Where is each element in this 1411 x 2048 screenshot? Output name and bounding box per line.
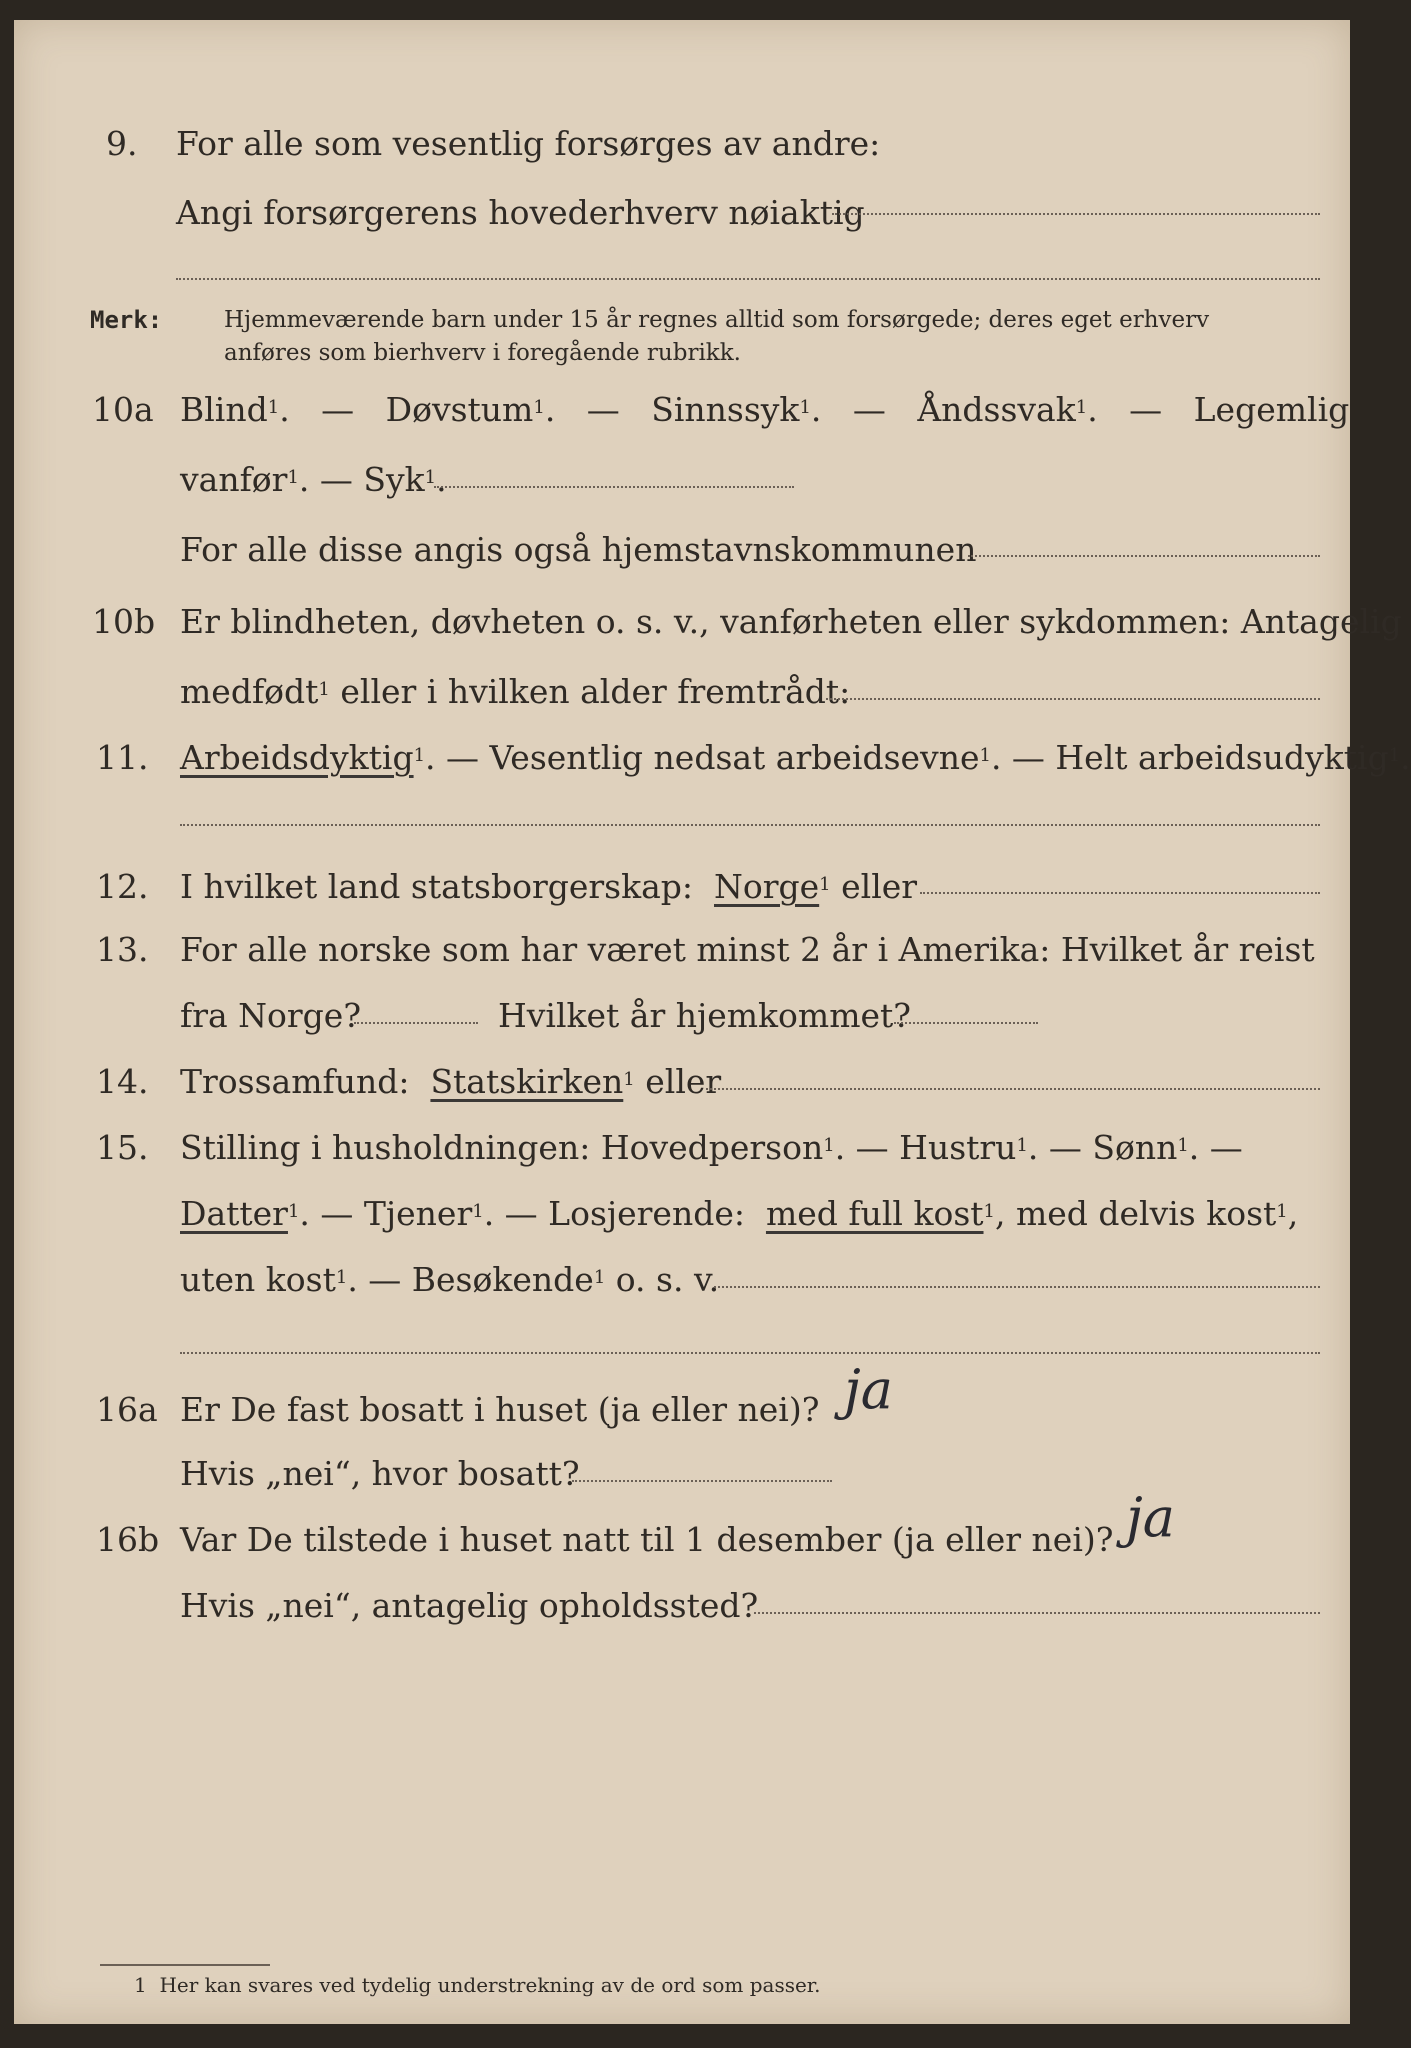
q16b-answer-line	[754, 1612, 1320, 1614]
q16b-line2: Hvis „nei“, antagelig opholdssted?	[180, 1586, 759, 1625]
footnote-rule	[100, 1964, 270, 1966]
q11-answer-line	[180, 824, 1320, 826]
option-hovedperson: Stilling i husholdningen: Hovedperson	[180, 1128, 824, 1167]
option-nedsat: . — Vesentlig nedsat arbeidsevne	[425, 738, 980, 777]
option-udyktig: . — Helt arbeidsudyktig	[990, 738, 1389, 777]
q15-line1: Stilling i husholdningen: Hovedperson$^1$. — Hustru$^1$. — Sønn$^1$. —	[180, 1128, 1243, 1167]
option-andssvak: Åndssvak	[917, 390, 1076, 429]
q12-number: 12.	[96, 867, 149, 906]
q16b-number: 16b	[96, 1520, 160, 1559]
option-norge: Norge	[714, 867, 820, 906]
option-sinnssyk: Sinnssyk	[651, 390, 800, 429]
q9-answer-line	[832, 213, 1320, 215]
option-datter: Datter	[180, 1194, 288, 1233]
option-arbeidsdyktig: Arbeidsdyktig	[180, 738, 414, 777]
q15-answer-line	[714, 1286, 1320, 1288]
q15-answer-line-2	[180, 1352, 1320, 1354]
q10b-line2: medfødt$^1$ eller i hvilken alder fremtrådt:	[180, 672, 851, 711]
q13-hjemkommet-line	[894, 1022, 1038, 1024]
merk-line2: anføres som bierhverv i foregående rubrikk.	[224, 340, 741, 366]
q14-number: 14.	[96, 1062, 149, 1101]
q10a-line3: For alle disse angis også hjemstavnskommunen	[180, 530, 977, 569]
option-hustru: . — Hustru	[834, 1128, 1017, 1167]
q13-fra: fra Norge?	[180, 996, 362, 1035]
option-legemlig: Legemlig	[1193, 390, 1350, 429]
footnote-mark: 1	[134, 1973, 147, 1997]
option-blind: Blind	[180, 390, 268, 429]
q14-line: Trossamfund: Statskirken$^1$ eller	[180, 1062, 722, 1101]
option-syk: Syk	[363, 460, 425, 499]
q16a-handwritten-answer: ja	[844, 1358, 893, 1421]
option-tjener: . — Tjener	[299, 1194, 473, 1233]
q10b-answer-line	[826, 698, 1320, 700]
q10a-hjemstavn-line	[968, 555, 1320, 557]
q9-number: 9.	[106, 124, 138, 163]
q10b-number: 10b	[92, 602, 156, 641]
q15-number: 15.	[96, 1128, 149, 1167]
q10a-line2: vanfør$^1$. — Syk$^1$.	[180, 460, 447, 499]
q16a-line2: Hvis „nei“, hvor bosatt?	[180, 1454, 580, 1493]
q16b-handwritten-answer: ja	[1126, 1486, 1175, 1549]
q16a-number: 16a	[96, 1390, 158, 1429]
q14-answer-line	[706, 1088, 1320, 1090]
footnote	[134, 1970, 821, 2000]
option-sonn: . — Sønn	[1027, 1128, 1178, 1167]
q13-line1: For alle norske som har været minst 2 år i Amerika: Hvilket år reist	[180, 930, 1315, 969]
option-uten-kost: uten kost	[180, 1260, 336, 1299]
q15-line2: Datter$^1$. — Tjener$^1$. — Losjerende: med full kost$^1$, med delvis kost$^1$,	[180, 1194, 1299, 1233]
q12-answer-line	[920, 892, 1320, 894]
q11-number: 11.	[96, 738, 149, 777]
q13-hjemkommet: Hvilket år hjemkommet?	[498, 996, 911, 1035]
merk-line1: Hjemmeværende barn under 15 år regnes alltid som forsørgede; deres eget erhverv	[224, 307, 1210, 333]
form-page	[14, 20, 1411, 2024]
q13-reist-line	[354, 1022, 478, 1024]
option-medfodt: medfødt	[180, 672, 319, 711]
q16b-line1: Var De tilstede i huset natt til 1 desember (ja eller nei)?	[180, 1520, 1114, 1559]
option-besokende: . — Besøkende	[347, 1260, 594, 1299]
q9-answer-line-2	[176, 278, 1320, 280]
q10a-number: 10a	[92, 390, 154, 429]
q16a-answer-line	[572, 1480, 832, 1482]
merk-label: Merk:	[90, 306, 163, 334]
q16a-line1: Er De fast bosatt i huset (ja eller nei)?	[180, 1390, 820, 1429]
q10a-line1: Blind$^1$. — Døvstum$^1$. — Sinnssyk$^1$. — Åndssvak$^1$. — Legemlig	[180, 390, 1350, 429]
q9-line1: For alle som vesentlig forsørges av andre:	[176, 124, 881, 163]
q13-number: 13.	[96, 930, 149, 969]
option-vanfor: vanfør	[180, 460, 288, 499]
q9-line2: Angi forsørgerens hovederhverv nøiaktig	[176, 193, 865, 232]
q10a-answer-line	[434, 486, 794, 488]
q10b-line1: Er blindheten, døvheten o. s. v., vanførheten eller sykdommen: Antagelig	[180, 602, 1402, 641]
footnote-text: Her kan svares ved tydelig understrekning av de ord som passer.	[159, 1973, 821, 1997]
q12-line: I hvilket land statsborgerskap: Norge$^1$ eller	[180, 867, 918, 906]
q11-line1: Arbeidsdyktig$^1$. — Vesentlig nedsat arbeidsevne$^1$. — Helt arbeidsudyktig$^1$.	[180, 738, 1411, 777]
q15-line3: uten kost$^1$. — Besøkende$^1$ o. s. v.	[180, 1260, 720, 1299]
option-med-full-kost: med full kost	[765, 1194, 984, 1233]
option-delvis-kost: , med delvis kost	[994, 1194, 1277, 1233]
option-statskirken: Statskirken	[430, 1062, 624, 1101]
option-dovstum: Døvstum	[385, 390, 534, 429]
